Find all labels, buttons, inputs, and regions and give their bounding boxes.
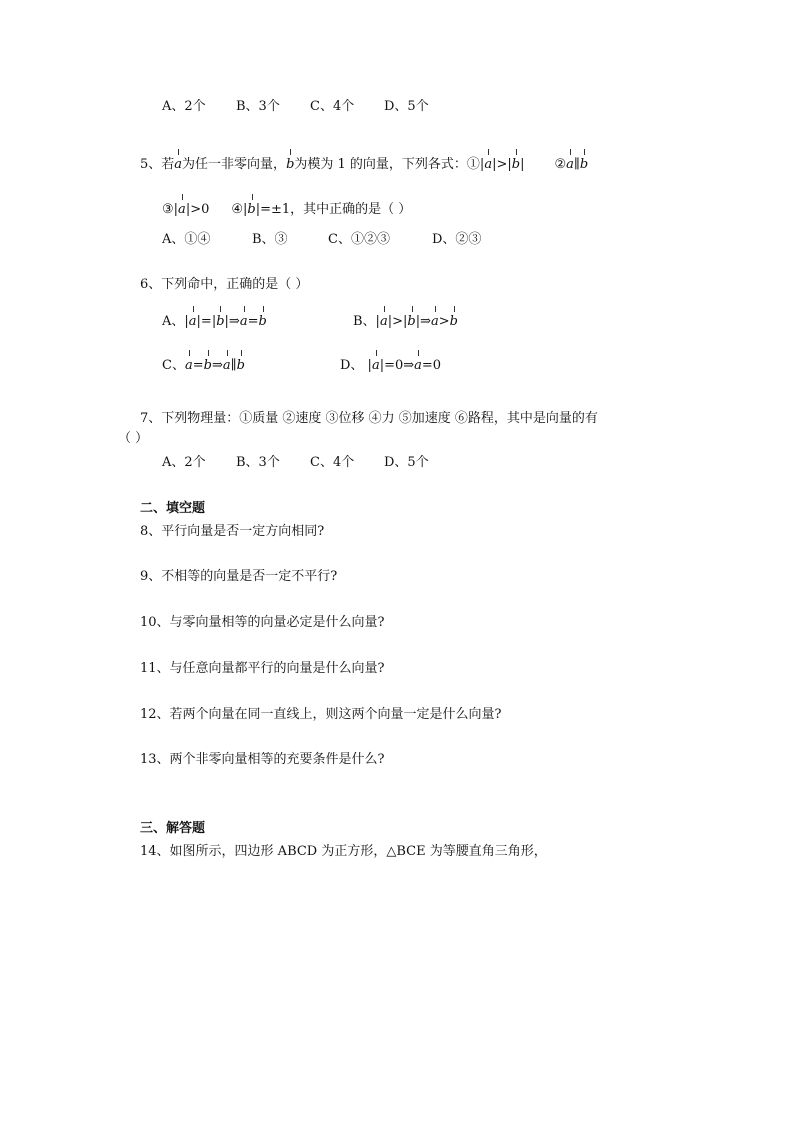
vector-b: b bbox=[449, 314, 458, 329]
q6-option-d bbox=[340, 357, 441, 375]
vector-b: b bbox=[203, 358, 212, 373]
q6-text: D、 | bbox=[340, 358, 372, 373]
q6-text: = bbox=[247, 314, 259, 329]
q7-option-c: C、4个 bbox=[310, 455, 355, 470]
vector-a: a bbox=[484, 157, 493, 172]
vector-a: a bbox=[174, 157, 183, 172]
q11-item: 11、与任意向量都平行的向量是什么向量? bbox=[140, 661, 385, 676]
q7-option-a: A、2个 bbox=[162, 455, 206, 470]
q5-text: 5、若 bbox=[140, 157, 175, 172]
q5-options bbox=[162, 231, 481, 249]
q6-text: =0 bbox=[421, 358, 442, 373]
q6-text: |>| bbox=[387, 314, 408, 329]
q4-option-d: D、5个 bbox=[384, 99, 429, 114]
vector-a: a bbox=[188, 314, 197, 329]
q5-text: | bbox=[520, 157, 525, 172]
q5-text: 为模为 1 的向量，下列各式：①| bbox=[294, 157, 485, 172]
q4-options bbox=[162, 98, 429, 116]
vector-a: a bbox=[184, 358, 193, 373]
q5-text: |>| bbox=[492, 157, 512, 172]
q7-stem: 7、下列物理量：①质量 ②速度 ③位移 ④力 ⑤加速度 ⑥路程，其中是向量的有 bbox=[140, 411, 598, 426]
q4-option-c: C、4个 bbox=[310, 99, 355, 114]
q5-option-c: C、①②③ bbox=[328, 232, 390, 247]
vector-a: a bbox=[379, 314, 388, 329]
q5-stem-2 bbox=[162, 201, 411, 219]
vector-b: b bbox=[216, 314, 225, 329]
vector-b: b bbox=[407, 314, 416, 329]
q6-text: |=0⇒ bbox=[379, 358, 415, 373]
section3-title: 三、解答题 bbox=[140, 821, 206, 836]
vector-a: a bbox=[371, 358, 380, 373]
q6-option-c bbox=[162, 357, 245, 375]
q12-item: 12、若两个向量在同一直线上，则这两个向量一定是什么向量? bbox=[140, 707, 502, 722]
q5-text: |=±1，其中正确的是（ ） bbox=[255, 202, 412, 217]
q6-text: ⇒ bbox=[211, 358, 223, 373]
q4-option-a: A、2个 bbox=[162, 99, 206, 114]
q10-item: 10、与零向量相等的向量必定是什么向量? bbox=[140, 615, 385, 630]
section2-title: 二、填空题 bbox=[140, 501, 206, 516]
q5-stem bbox=[140, 156, 588, 174]
q6-text: B、| bbox=[353, 314, 380, 329]
q5-text: |>0 bbox=[185, 202, 210, 217]
vector-a: a bbox=[414, 358, 422, 373]
vector-b: b bbox=[511, 157, 521, 172]
q5-option-a: A、①④ bbox=[162, 232, 211, 247]
q8-item: 8、平行向量是否一定方向相同? bbox=[140, 524, 325, 539]
q5-option-d: D、②③ bbox=[432, 232, 482, 247]
q13-item: 13、两个非零向量相等的充要条件是什么? bbox=[140, 752, 385, 767]
q7-option-d: D、5个 bbox=[384, 455, 429, 470]
q4-option-b: B、3个 bbox=[236, 99, 280, 114]
vector-a: a bbox=[222, 358, 231, 373]
vector-a: a bbox=[239, 314, 248, 329]
q7-paren: （ ） bbox=[118, 431, 149, 446]
q5-text: ④| bbox=[231, 202, 248, 217]
vector-b: b bbox=[579, 157, 589, 172]
q9-item: 9、不相等的向量是否一定不平行? bbox=[140, 569, 338, 584]
vector-b: b bbox=[258, 314, 267, 329]
q7-option-b: B、3个 bbox=[236, 455, 280, 470]
q5-option-b: B、③ bbox=[252, 232, 288, 247]
q5-text: ∥ bbox=[573, 157, 580, 172]
q6-text: |⇒ bbox=[224, 314, 240, 329]
q5-text: ③| bbox=[162, 202, 179, 217]
vector-b: b bbox=[247, 202, 256, 217]
q7-options bbox=[162, 454, 429, 472]
q5-text: ② bbox=[554, 157, 567, 172]
q14-item: 14、如图所示，四边形 ABCD 为正方形，△BCE 为等腰直角三角形， bbox=[140, 844, 547, 859]
vector-b: b bbox=[286, 157, 295, 172]
q6-option-a bbox=[162, 313, 267, 331]
q6-text: |⇒ bbox=[415, 314, 431, 329]
vector-a: a bbox=[566, 157, 574, 172]
q6-text: > bbox=[438, 314, 450, 329]
q5-text: 为任一非零向量， bbox=[182, 157, 287, 172]
vector-b: b bbox=[236, 358, 245, 373]
vector-a: a bbox=[430, 314, 439, 329]
q6-text: C、 bbox=[162, 358, 185, 373]
q6-stem: 6、下列命中，正确的是（ ） bbox=[140, 277, 309, 292]
q6-option-b bbox=[353, 313, 458, 331]
vector-a: a bbox=[178, 202, 186, 217]
q6-text: A、| bbox=[162, 314, 189, 329]
q6-text: = bbox=[192, 358, 204, 373]
q6-text: ∥ bbox=[230, 358, 237, 373]
q6-text: |=| bbox=[196, 314, 217, 329]
